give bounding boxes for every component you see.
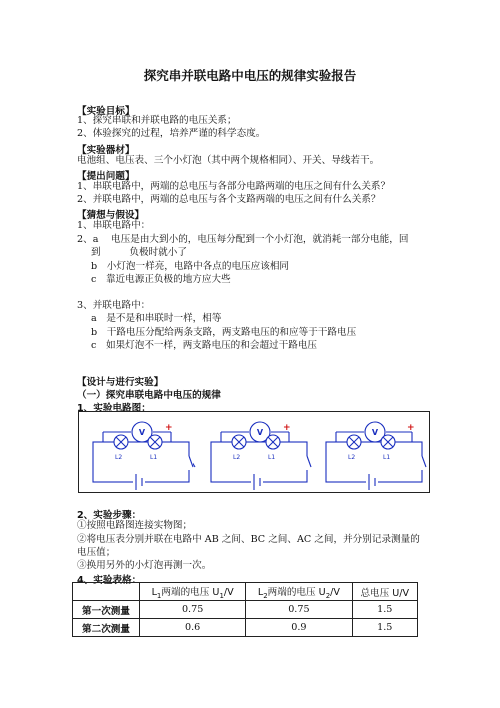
- step-2-line1: ②将电压表分别并联在电路中 AB 之间、BC 之间、AC 之间，并分别记录测量的: [77, 534, 420, 545]
- row-label: 第一次测量: [73, 601, 140, 619]
- cell-u2: 0.9: [246, 619, 352, 637]
- table-row: [73, 601, 418, 619]
- voltmeter-label-2: V: [256, 428, 264, 437]
- equipment-heading: 【实验器材】: [77, 145, 135, 156]
- header-total: 总电压 U/V: [352, 583, 417, 601]
- lamp-label-l2-1: L2: [115, 454, 123, 461]
- voltmeter-label-1: V: [138, 428, 146, 437]
- cell-total: 1.5: [352, 619, 417, 637]
- plus-sign-1: +: [165, 423, 173, 433]
- table-header-row: [73, 583, 418, 601]
- hypothesis-heading: 【猜想与假设】: [77, 210, 145, 221]
- step-1: ①按照电路图连接实物图；: [77, 520, 193, 531]
- question-item-2: 2、并联电路中，两端的总电压与各个支路两端的电压之间有什么关系？: [77, 194, 381, 205]
- hypothesis-2b: b 小灯泡一样亮，电路中各点的电压应该相同: [91, 261, 290, 272]
- goal-item-1: 1、探究串联和并联电路的电压关系；: [77, 115, 237, 126]
- hypothesis-2a-line2: 到 负极时就小了: [91, 247, 187, 258]
- cell-u1: 0.75: [140, 601, 246, 619]
- plus-sign-3: +: [407, 423, 415, 433]
- page-title: 探究串并联电路中电压的规律实验报告: [143, 68, 357, 83]
- cell-u2: 0.75: [246, 601, 352, 619]
- question-heading: 【提出问题】: [77, 171, 135, 182]
- header-u2: $L_2$两端的电压 $U_2/V$: [246, 583, 352, 601]
- table-heading: 4、实验表格：: [77, 575, 142, 586]
- hypothesis-3b: b 干路电压分配给两条支路，两支路电压的和应等于干路电压: [91, 327, 357, 338]
- hypothesis-series: 1、串联电路中：: [77, 220, 151, 231]
- results-table: [72, 582, 418, 637]
- design-heading: 【设计与进行实验】: [77, 377, 164, 388]
- hypothesis-3a: a 是不是和串联时一样，相等: [91, 313, 222, 324]
- hypothesis-parallel: 3、并联电路中：: [77, 300, 151, 311]
- goal-heading: 【实验目标】: [77, 106, 135, 117]
- circuit-diagram-frame: [78, 411, 430, 493]
- equipment-text: 电池组、电压表、三个小灯泡（其中两个规格相同）、开关、导线若干。: [77, 155, 380, 166]
- hypothesis-2c: c 靠近电源正负极的地方应大些: [91, 274, 231, 285]
- circuit-heading: 1、实验电路图：: [77, 403, 151, 414]
- goal-item-2: 2、体验探究的过程，培养严谨的科学态度。: [77, 128, 266, 139]
- lamp-label-l1-2: L1: [268, 454, 276, 461]
- row-label: 第二次测量: [73, 619, 140, 637]
- design-subheading: （一）探究串联电路中电压的规律: [77, 390, 221, 401]
- cell-u1: 0.6: [140, 619, 246, 637]
- lamp-label-l2-3: L2: [348, 454, 356, 461]
- header-empty: [73, 583, 140, 601]
- cell-total: 1.5: [352, 601, 417, 619]
- header-u1: $L_1$两端的电压 $U_1/V$: [140, 583, 246, 601]
- table-row: [73, 619, 418, 637]
- voltmeter-label-3: V: [371, 428, 379, 437]
- lamp-label-l1-1: L1: [150, 454, 158, 461]
- question-item-1: 1、串联电路中，两端的总电压与各部分电路两端的电压之间有什么关系？: [77, 181, 391, 192]
- lamp-label-l1-3: L1: [383, 454, 391, 461]
- circuit-diagrams: [79, 412, 431, 494]
- hypothesis-3c: c 如果灯泡不一样，两支路电压的和会超过干路电压: [91, 340, 318, 351]
- plus-sign-2: +: [283, 423, 291, 433]
- lamp-label-l2-2: L2: [233, 454, 241, 461]
- hypothesis-2a-line1: 2、a 电压是由大到小的，电压每分配到一个小灯泡，就消耗一部分电能，回: [77, 234, 409, 245]
- step-2-line2: 电压值；: [77, 547, 116, 558]
- step-3: ③换用另外的小灯泡再测一次。: [77, 560, 212, 571]
- steps-heading: 2、实验步骤：: [77, 510, 142, 521]
